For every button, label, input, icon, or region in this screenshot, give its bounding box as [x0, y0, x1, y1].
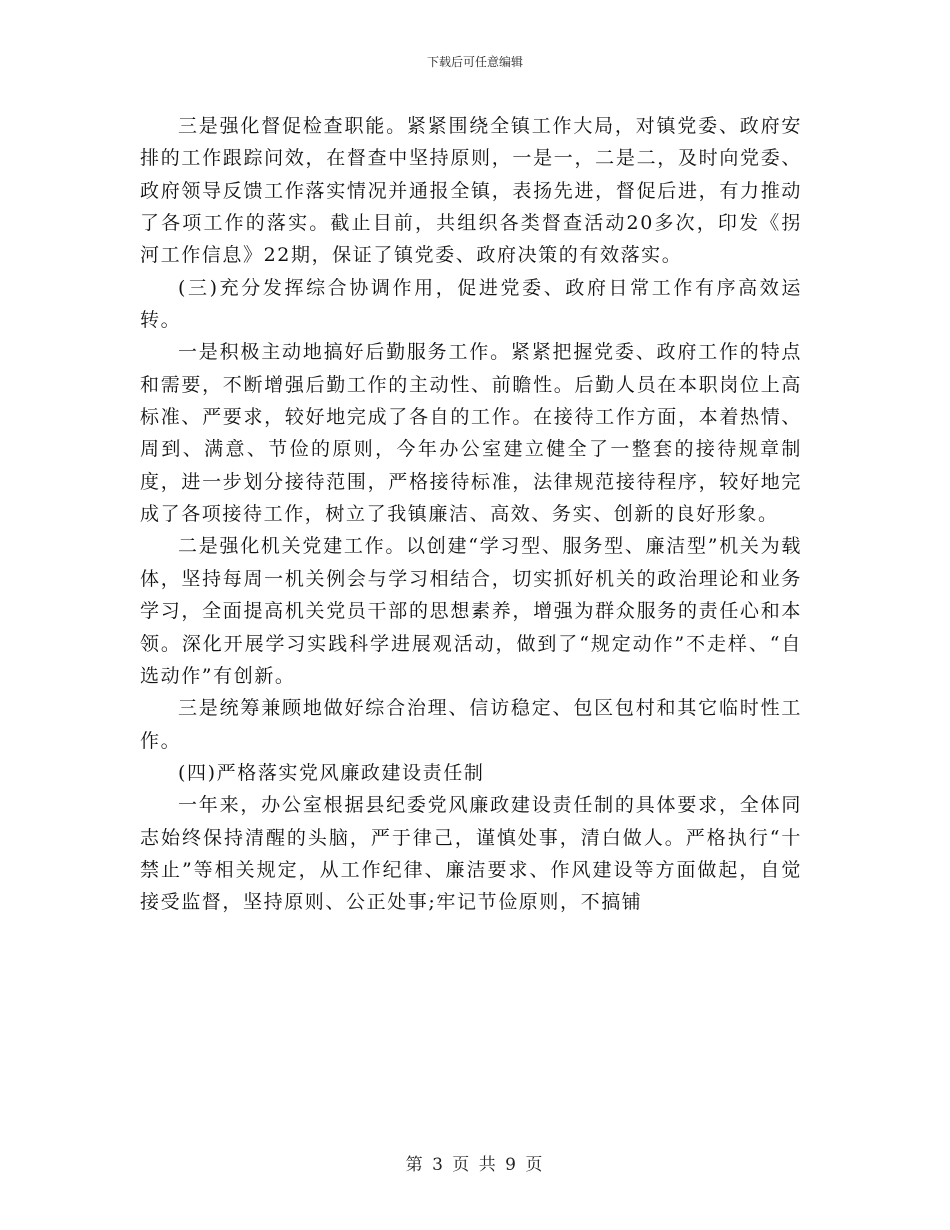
- current-page-number: 3: [432, 1155, 445, 1175]
- page-label-prefix: 第: [405, 1155, 425, 1175]
- document-body: [140, 110, 802, 919]
- paragraph-integrity: 一年来，办公室根据县纪委党风廉政建设责任制的具体要求，全体同志始终保持清醒的头脑，严于律己，谨慎处事，清白做人。严格执行“十禁止”等相关规定，从工作纪律、廉洁要求、作风建设等方面做起，自觉接受监督，坚持原则、公正处事;牢记节俭原则，不搞铺: [140, 794, 802, 914]
- total-pages-number: 9: [505, 1155, 518, 1175]
- section-heading-coordination: (三)充分发挥综合协调作用，促进党委、政府日常工作有序高效运转。: [140, 276, 802, 332]
- page-header: 下载后可任意编辑: [426, 55, 523, 69]
- paragraph-logistics: 一是积极主动地搞好后勤服务工作。紧紧把握党委、政府工作的特点和需要，不断增强后勤工作的主动性、前瞻性。后勤人员在本职岗位上高标准、严要求，较好地完成了各自的工作。在接待工作方面，本着热情、周到、满意、节俭的原则，今年办公室建立健全了一整套的接待规章制度，进一步划分接待范围，严格接待标准，法律规范接待程序，较好地完成了各项接待工作，树立了我镇廉洁、高效、务实、创新的良好形象。: [140, 341, 802, 526]
- page-footer: [0, 1155, 950, 1175]
- page-label-mid: 页 共: [452, 1155, 498, 1175]
- section-heading-integrity: (四)严格落实党风廉政建设责任制: [178, 761, 485, 784]
- page-label-suffix: 页: [525, 1155, 545, 1175]
- paragraph-party-building: 二是强化机关党建工作。以创建“学习型、服务型、廉洁型”机关为载体，坚持每周一机关例会与学习相结合，切实抓好机关的政治理论和业务学习，全面提高机关党员干部的思想素养，增强为群众服务的责任心和本领。深化开展学习实践科学进展观活动，做到了“规定动作”不走样、“自选动作”有创新。: [140, 535, 802, 687]
- paragraph-supervision: 三是强化督促检查职能。紧紧围绕全镇工作大局，对镇党委、政府安排的工作跟踪问效，在督查中坚持原则，一是一，二是二，及时向党委、政府领导反馈工作落实情况并通报全镇，表扬先进，督促后进，有力推动了各项工作的落实。截止目前，共组织各类督查活动20多次，印发《拐河工作信息》22期，保证了镇党委、政府决策的有效落实。: [140, 115, 802, 267]
- paragraph-comprehensive-work: 三是统筹兼顾地做好综合治理、信访稳定、包区包村和其它临时性工作。: [140, 697, 802, 752]
